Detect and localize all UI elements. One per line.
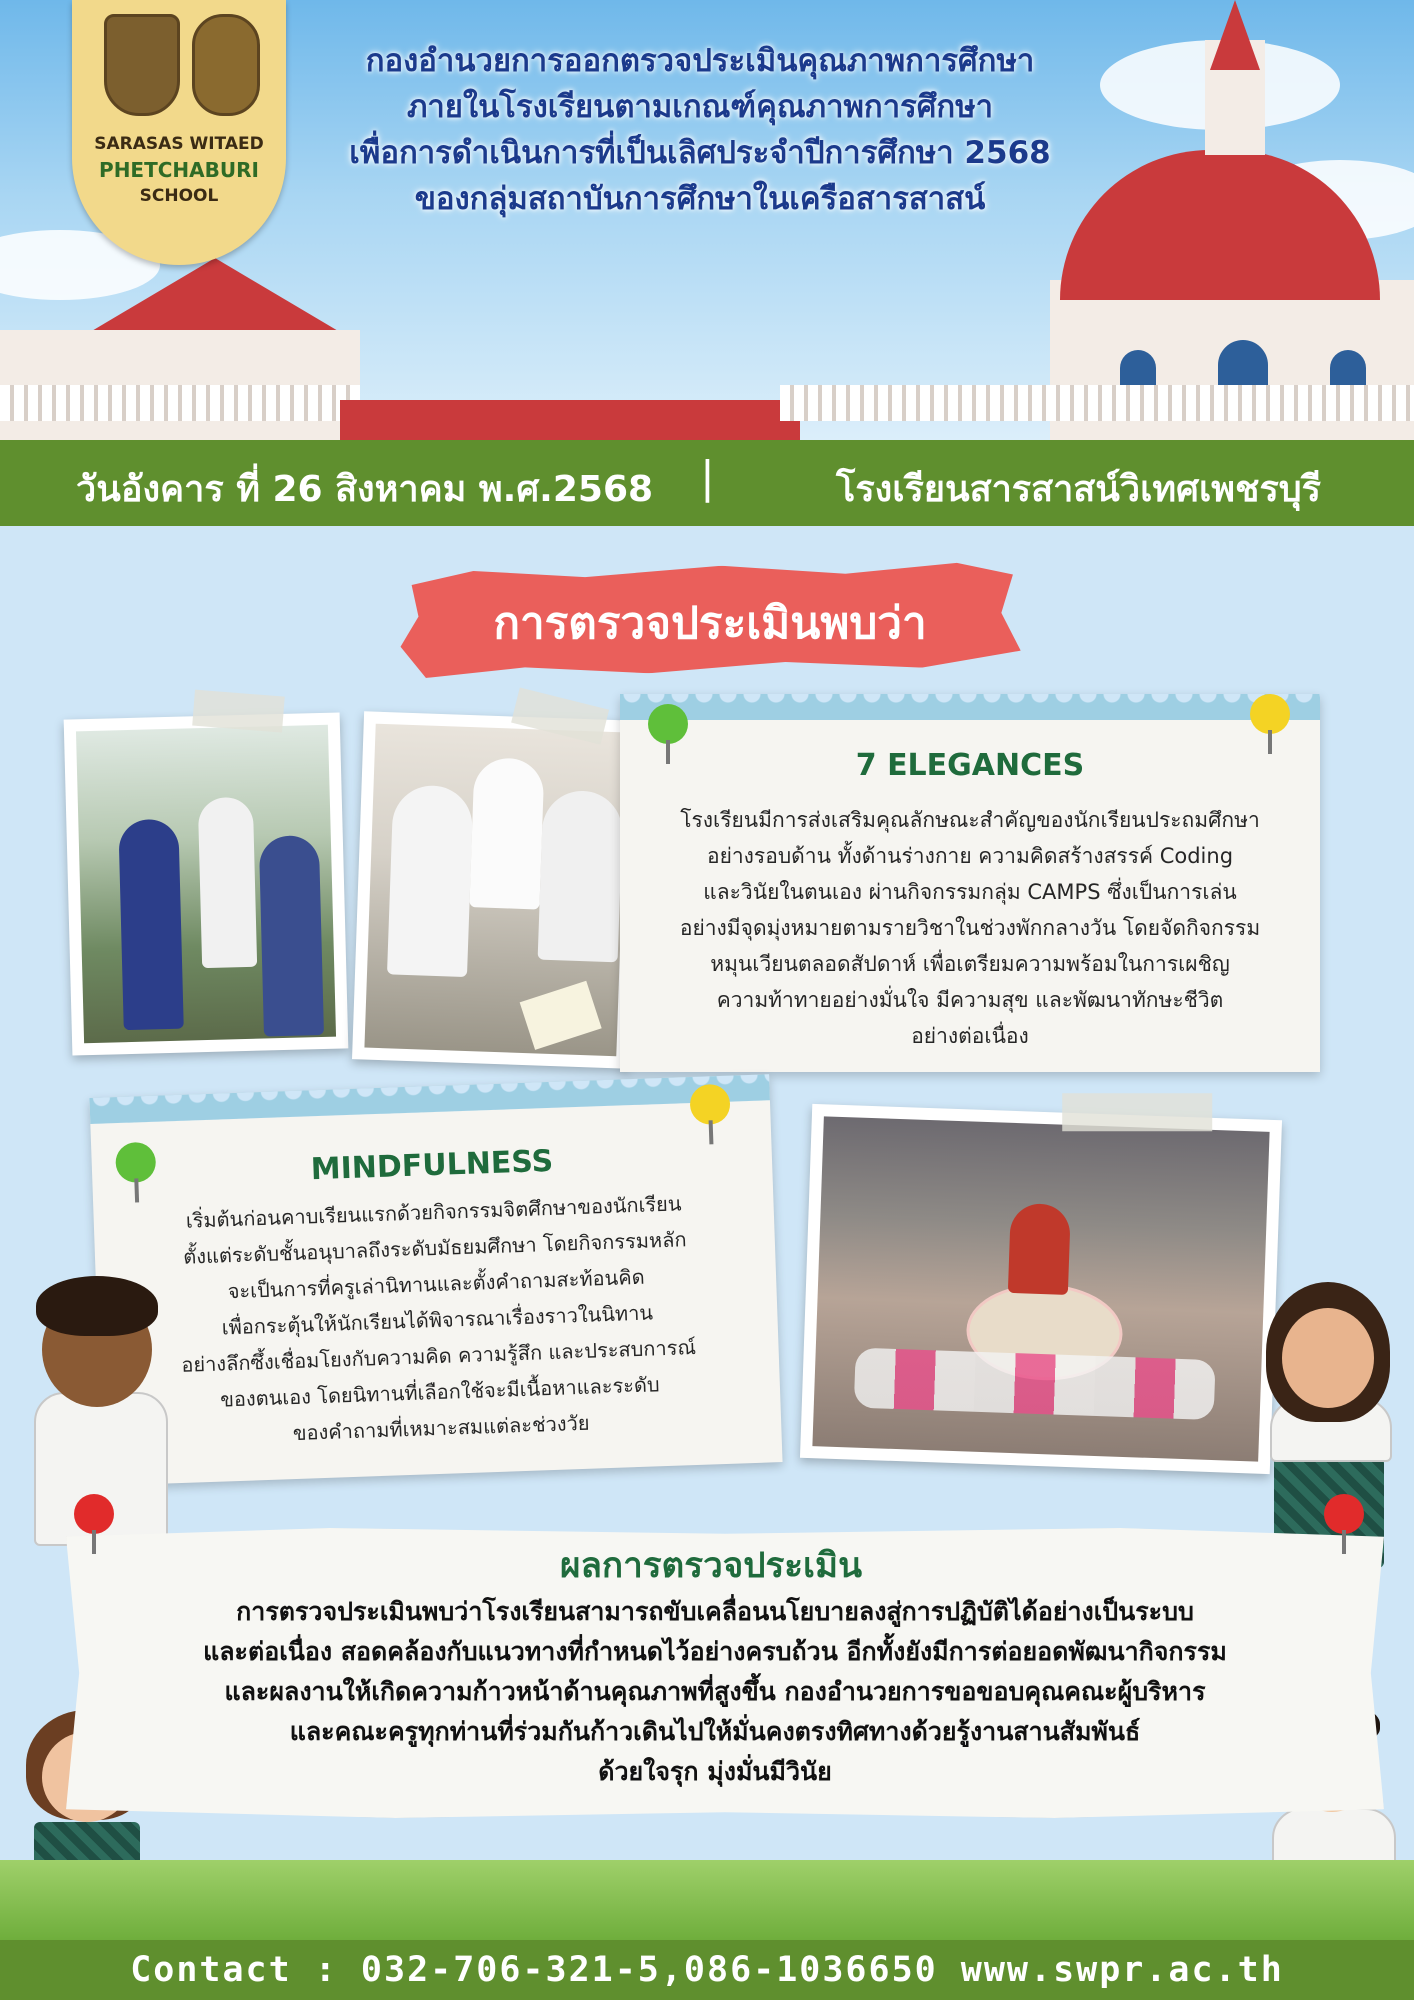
push-pin-icon (74, 1494, 114, 1534)
grass-strip (0, 1860, 1414, 1940)
text-line: อย่างมีจุดมุ่งหมายตามรายวิชาในช่วงพักกลางวัน โดยจัดกิจกรรม (679, 916, 1261, 940)
elegances-text (630, 802, 1310, 1054)
text-line: เพื่อกระตุ้นให้นักเรียนได้พิจารณาเรื่องราวในนิทาน (221, 1300, 654, 1340)
header-title (300, 38, 1100, 222)
push-pin-icon (689, 1084, 730, 1125)
contact-info: Contact : 032-706-321-5,086-1036650 www.swpr.ac.th (130, 1950, 1284, 1990)
text-line: อย่างรอบด้าน ทั้งด้านร่างกาย ความคิดสร้างสรรค์ Coding (706, 844, 1234, 868)
text-line: และคณะครูทุกท่านที่ร่วมกันก้าวเดินไปให้มั่นคงตรงทิศทางด้วยรู้งานสานสัมพันธ์ (289, 1717, 1141, 1746)
logo-line-3: SCHOOL (139, 186, 219, 206)
text-line: จะเป็นการที่ครูเล่านิทานและตั้งคำถามสะท้อนคิด (227, 1264, 645, 1304)
text-line: และต่อเนื่อง สอดคล้องกับแนวทางที่กำหนดไว้อย่างครบถ้วน อีกทั้งยังมีการต่อยอดพัฒนากิจกรรม (203, 1637, 1227, 1666)
balustrade (780, 385, 1414, 421)
mindfulness-text (107, 1183, 767, 1458)
push-pin-icon (1324, 1494, 1364, 1534)
elegances-title: 7 ELEGANCES (855, 748, 1085, 783)
school-name: โรงเรียนสารสาสน์วิเทศเพชรบุรี (836, 469, 1321, 510)
band-separator: | (700, 452, 715, 503)
header-title-line: ภายในโรงเรียนตามเกณฑ์คุณภาพการศึกษา (406, 89, 994, 125)
text-line: อย่างลึกซึ้งเชื่อมโยงกับความคิด ความรู้สึก และประสบการณ์ (180, 1334, 697, 1377)
header-title-line: กองอำนวยการออกตรวจประเมินคุณภาพการศึกษา (365, 43, 1035, 79)
text-line: โรงเรียนมีการส่งเสริมคุณลักษณะสำคัญของนักเรียนประถมศึกษา (680, 808, 1260, 832)
cupola-roof (1210, 0, 1260, 70)
logo-line-1: SARASAS WITAED (94, 134, 264, 154)
mindfulness-card (89, 1074, 782, 1485)
text-line: ด้วยใจรุก มุ่งมั่นมีวินัย (598, 1757, 832, 1786)
text-line: ความท้าทายอย่างมั่นใจ มีความสุข และพัฒนาทักษะชีวิต (716, 988, 1224, 1012)
photo-mindfulness-circle (800, 1104, 1282, 1474)
school-logo (72, 0, 286, 265)
text-line: ของคำถามที่เหมาะสมแต่ละช่วงวัย (292, 1410, 590, 1446)
findings-banner-text: การตรวจประเมินพบว่า (493, 598, 927, 649)
header-title-line: ของกลุ่มสถาบันการศึกษาในเครือสารสาสน์ (414, 181, 986, 217)
mindfulness-title: MINDFULNESS (310, 1143, 554, 1188)
tape (1062, 1093, 1212, 1131)
photo-outdoor-activity (64, 712, 349, 1055)
date-band (0, 440, 1414, 526)
header-title-line: เพื่อการดำเนินการที่เป็นเลิศประจำปีการศึกษา 2568 (349, 135, 1051, 171)
results-text (70, 1592, 1360, 1792)
text-line: เริ่มต้นก่อนคาบเรียนแรกด้วยกิจกรรมจิตศึกษาของนักเรียน (185, 1191, 682, 1233)
torn-edge (620, 694, 1320, 720)
text-line: ตั้งแต่ระดับชั้นอนุบาลถึงระดับมัธยมศึกษา โดยกิจกรรมหลัก (182, 1227, 687, 1269)
text-line: อย่างต่อเนื่อง (911, 1024, 1029, 1048)
text-line: ของตนเอง โดยนิทานที่เลือกใช้จะมีเนื้อหาและระดับ (219, 1372, 661, 1412)
push-pin-icon (1250, 694, 1290, 734)
logo-line-2: PHETCHABURI (99, 158, 259, 182)
elegances-card (620, 694, 1320, 1072)
balustrade (0, 385, 360, 421)
header-banner (0, 0, 1414, 440)
text-line: การตรวจประเมินพบว่าโรงเรียนสามารถขับเคลื่อนนโยบายลงสู่การปฏิบัติได้อย่างเป็นระบบ (236, 1597, 1194, 1626)
tape (192, 690, 285, 733)
torn-edge (89, 1074, 769, 1124)
middle-roof (340, 400, 800, 440)
seal-icon (192, 14, 260, 116)
crest-icon (104, 14, 180, 116)
text-line: และวินัยในตนเอง ผ่านกิจกรรมกลุ่ม CAMPS ซึ่งเป็นการเล่น (703, 880, 1237, 904)
text-line: และผลงานให้เกิดความก้าวหน้าด้านคุณภาพที่สูงขึ้น กองอำนวยการขอขอบคุณคณะผู้บริหาร (224, 1677, 1206, 1706)
photo-students-smiling (352, 711, 640, 1068)
text-line: หมุนเวียนตลอดสัปดาห์ เพื่อเตรียมความพร้อมในการเผชิญ (710, 952, 1230, 976)
push-pin-icon (648, 704, 688, 744)
event-date: วันอังคาร ที่ 26 สิงหาคม พ.ศ.2568 (76, 469, 654, 510)
results-title: ผลการตรวจประเมิน (559, 1546, 863, 1586)
